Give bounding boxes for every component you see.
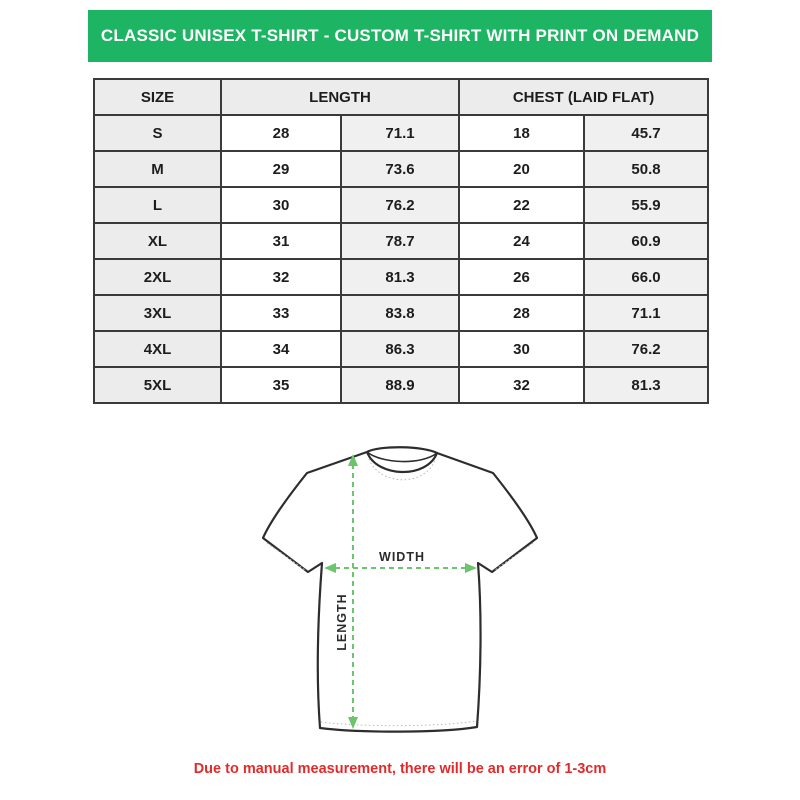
length-cm-cell: 83.8 bbox=[341, 295, 459, 331]
length-cm-cell: 88.9 bbox=[341, 367, 459, 403]
length-cm-cell: 78.7 bbox=[341, 223, 459, 259]
chest-cm-cell: 66.0 bbox=[584, 259, 708, 295]
size-chart-table bbox=[93, 78, 709, 404]
table-row bbox=[94, 187, 708, 223]
chest-cm-cell: 50.8 bbox=[584, 151, 708, 187]
chest-in-cell: 20 bbox=[459, 151, 584, 187]
size-cell: S bbox=[94, 115, 221, 151]
col-header-length: LENGTH bbox=[221, 79, 459, 115]
size-cell: 2XL bbox=[94, 259, 221, 295]
measurement-note: Due to manual measurement, there will be an error of 1-3cm bbox=[193, 761, 607, 777]
table-row bbox=[94, 367, 708, 403]
length-in-cell: 29 bbox=[221, 151, 341, 187]
chest-cm-cell: 60.9 bbox=[584, 223, 708, 259]
chest-cm-cell: 45.7 bbox=[584, 115, 708, 151]
length-in-cell: 32 bbox=[221, 259, 341, 295]
length-in-cell: 33 bbox=[221, 295, 341, 331]
table-row bbox=[94, 331, 708, 367]
width-label: WIDTH bbox=[379, 550, 425, 564]
chest-in-cell: 32 bbox=[459, 367, 584, 403]
chest-in-cell: 28 bbox=[459, 295, 584, 331]
length-cm-cell: 73.6 bbox=[341, 151, 459, 187]
length-cm-cell: 76.2 bbox=[341, 187, 459, 223]
chest-in-cell: 24 bbox=[459, 223, 584, 259]
size-cell: 5XL bbox=[94, 367, 221, 403]
tshirt-outline bbox=[263, 447, 537, 731]
title-banner bbox=[88, 10, 712, 62]
tshirt-diagram bbox=[230, 430, 570, 760]
length-cm-cell: 86.3 bbox=[341, 331, 459, 367]
table-header-row bbox=[94, 79, 708, 115]
chest-in-cell: 22 bbox=[459, 187, 584, 223]
chest-cm-cell: 81.3 bbox=[584, 367, 708, 403]
chest-cm-cell: 71.1 bbox=[584, 295, 708, 331]
size-cell: 4XL bbox=[94, 331, 221, 367]
length-in-cell: 31 bbox=[221, 223, 341, 259]
length-cm-cell: 81.3 bbox=[341, 259, 459, 295]
page-title: CLASSIC UNISEX T-SHIRT - CUSTOM T-SHIRT WITH PRINT ON DEMAND bbox=[100, 26, 700, 45]
size-cell: M bbox=[94, 151, 221, 187]
chest-cm-cell: 55.9 bbox=[584, 187, 708, 223]
size-cell: L bbox=[94, 187, 221, 223]
col-header-chest: CHEST (LAID FLAT) bbox=[459, 79, 708, 115]
table-row bbox=[94, 259, 708, 295]
length-in-cell: 34 bbox=[221, 331, 341, 367]
chest-cm-cell: 76.2 bbox=[584, 331, 708, 367]
length-label: LENGTH bbox=[335, 593, 349, 651]
chest-in-cell: 18 bbox=[459, 115, 584, 151]
table-row bbox=[94, 115, 708, 151]
col-header-size: SIZE bbox=[94, 79, 221, 115]
table-row bbox=[94, 151, 708, 187]
length-in-cell: 30 bbox=[221, 187, 341, 223]
table-row bbox=[94, 223, 708, 259]
table-row bbox=[94, 295, 708, 331]
length-cm-cell: 71.1 bbox=[341, 115, 459, 151]
size-cell: XL bbox=[94, 223, 221, 259]
chest-in-cell: 26 bbox=[459, 259, 584, 295]
chest-in-cell: 30 bbox=[459, 331, 584, 367]
length-in-cell: 28 bbox=[221, 115, 341, 151]
length-in-cell: 35 bbox=[221, 367, 341, 403]
size-cell: 3XL bbox=[94, 295, 221, 331]
